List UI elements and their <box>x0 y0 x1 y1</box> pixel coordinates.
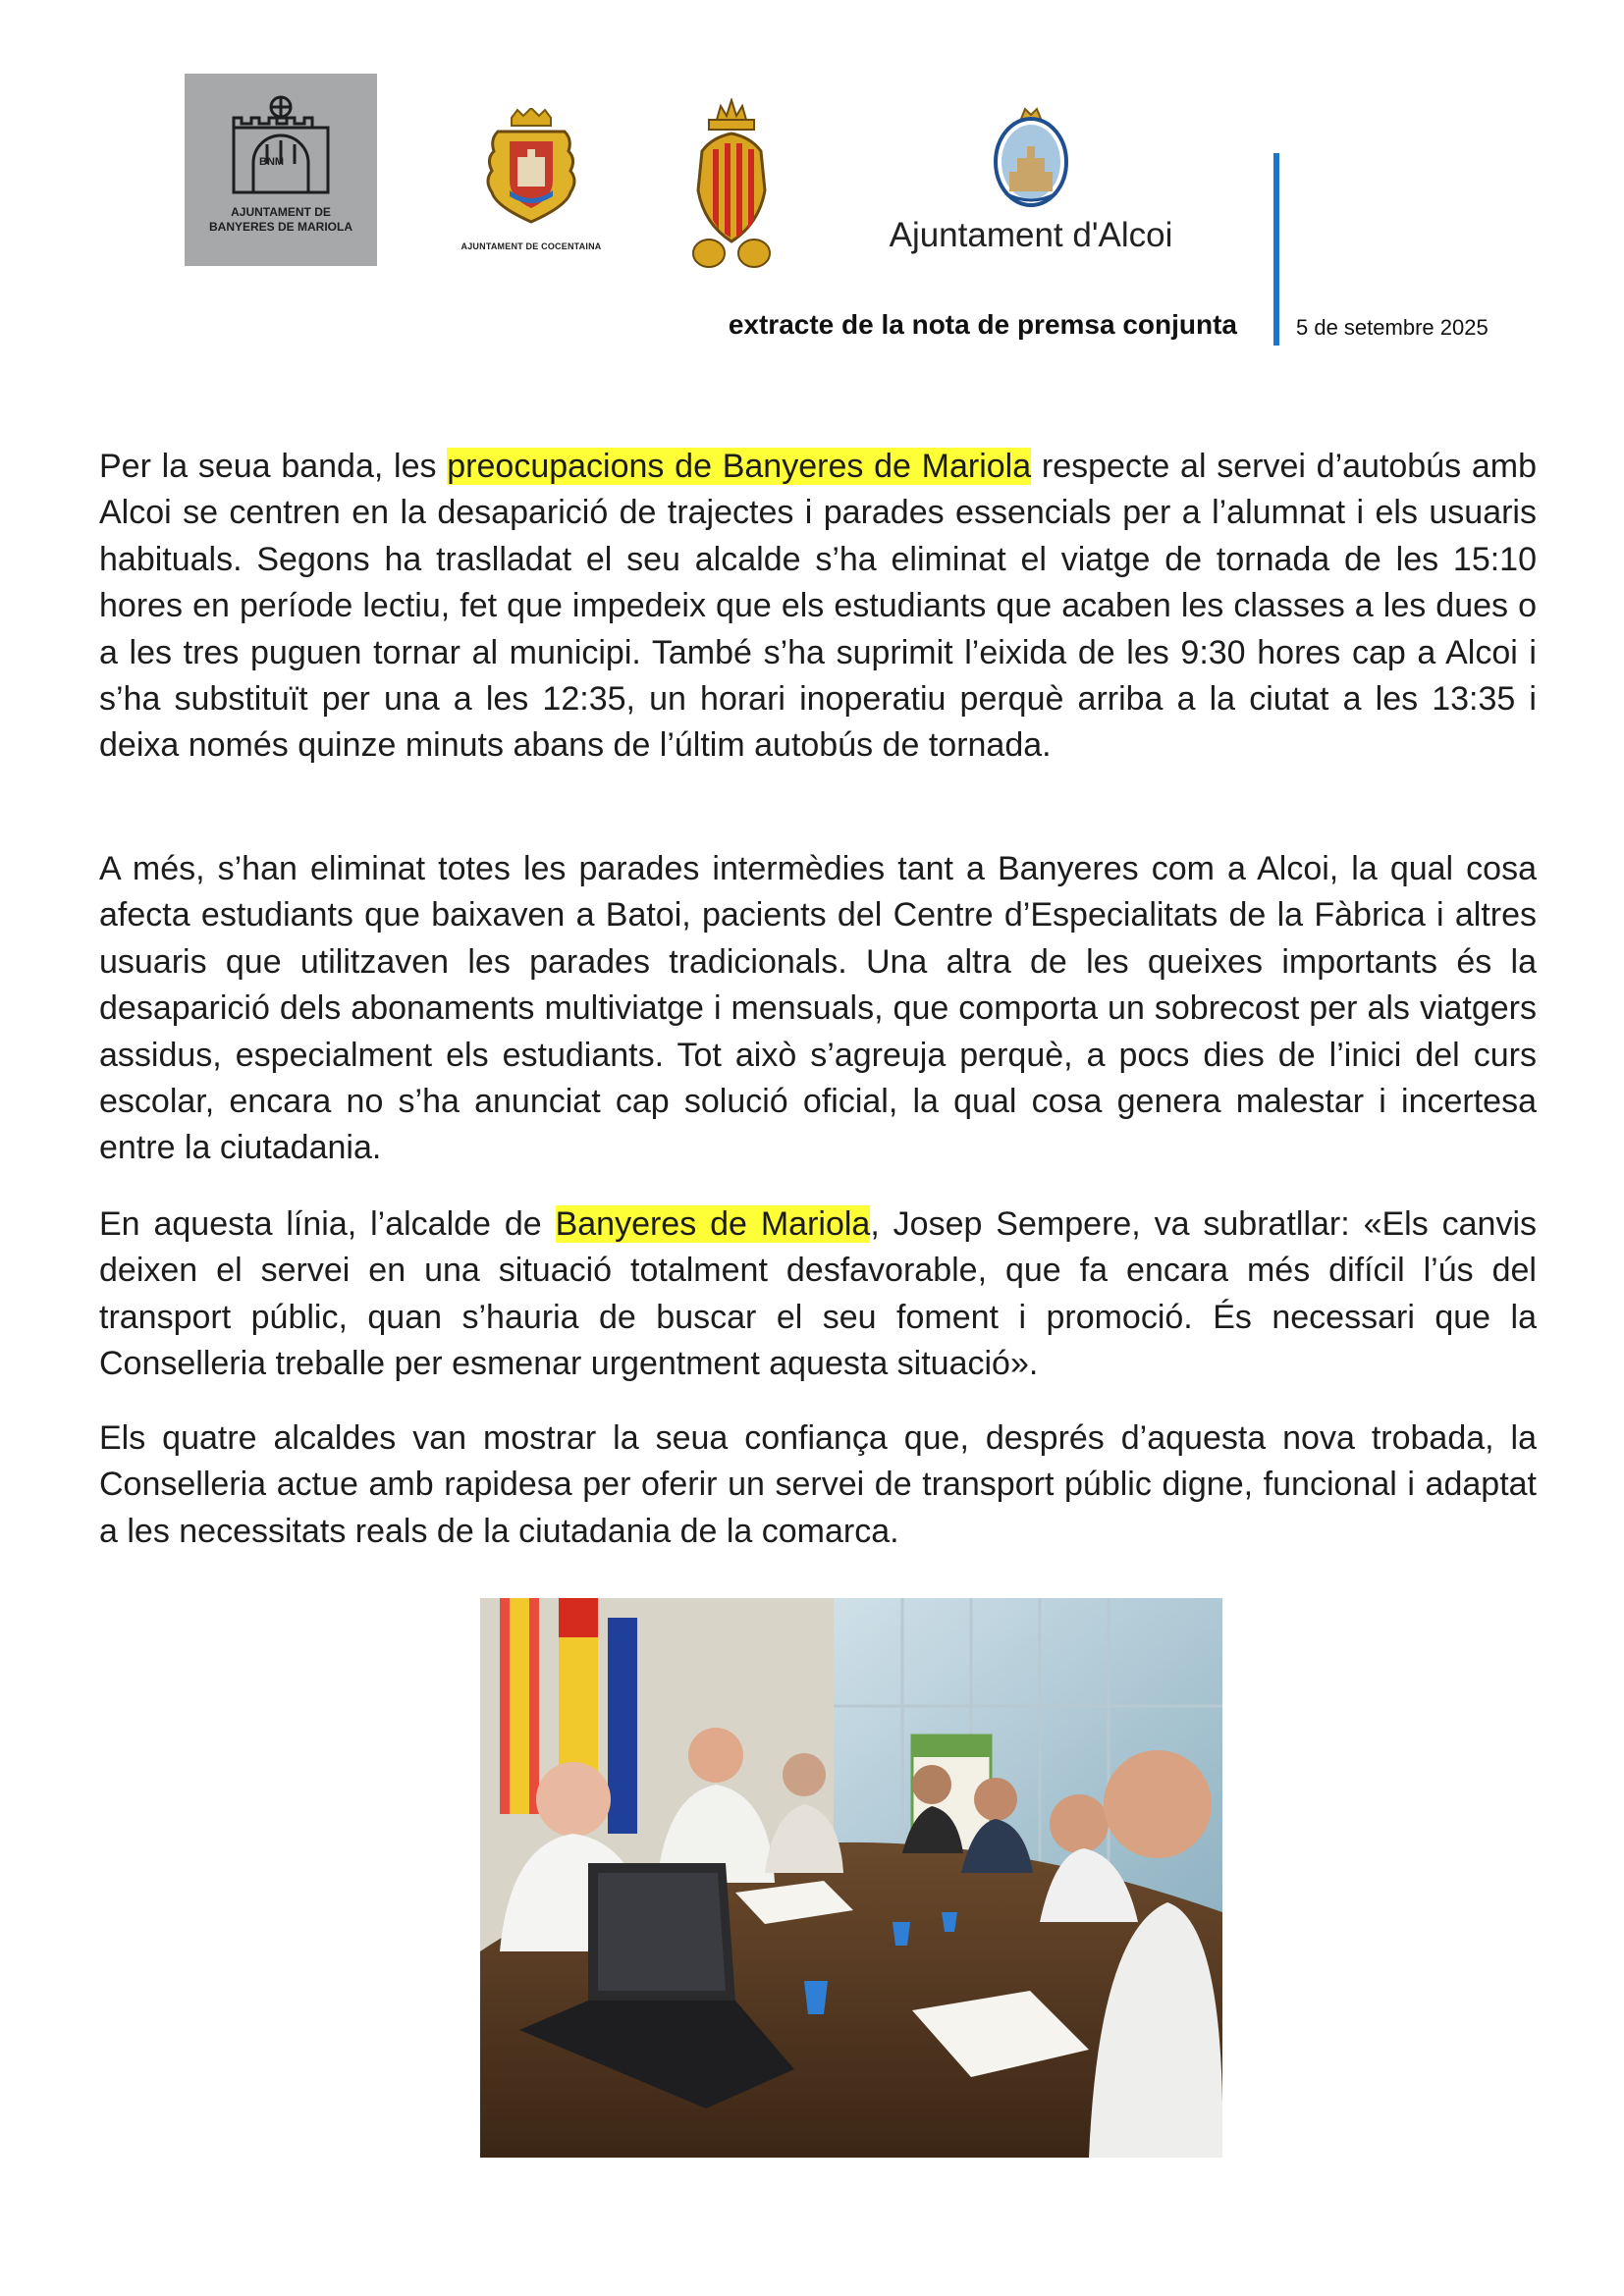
paragraph-4: Els quatre alcaldes van mostrar la seua confiança que, després d’aquesta nova trobada, la Conselleria actue amb rapidesa per oferir un servei de transport públic digne, funcional i adaptat a les necessitats reals de la ciutadania de la comarca. <box>99 1419 1537 1550</box>
valencia-shield-icon <box>687 98 776 273</box>
highlight-preocupacions: preocupacions de Banyeres de Mariola <box>447 448 1032 485</box>
alcoi-logo-caption: Ajuntament d'Alcoi <box>889 216 1173 254</box>
alcoi-emblem-icon <box>884 103 1178 213</box>
banyeres-logo-line2: BANYERES DE MARIOLA <box>208 220 352 234</box>
cocentaina-logo-caption: AJUNTAMENT DE COCENTAINA <box>460 241 602 251</box>
cocentaina-logo <box>448 108 615 255</box>
paragraph-3 <box>99 1201 1537 1388</box>
paragraph-3-start: En aquesta línia, l’alcalde de <box>99 1205 542 1243</box>
paragraph-2: A més, s’han eliminat totes les parades intermèdies tant a Banyeres com a Alcoi, la qual cosa afecta estudiants que baixaven a Batoi, pacients del Centre d’Especialitats de la Fàbrica i altres usuaris que utilitzaven les parades tradicionals. Una altra de les queixes importants és la desaparició dels abonaments multiviatge i mensuals, que comporta un sobrecost per als viatgers assidus, especialment els estudiants. Tot això s’agreuja perquè, a pocs dies de l’inici del curs escolar, encara no s’ha anunciat cap solució oficial, la qual cosa genera malestar i incertesa entre la ciutadania. <box>99 850 1537 1167</box>
cocentaina-shield-icon <box>448 108 615 236</box>
paragraph-1-rest: respecte al servei d’autobús amb Alcoi se centren en la desaparició de trajectes i parades essencials per a l’alumnat i els usuaris habituals. Segons ha traslladat el seu alcalde s’ha eliminat el viatge de tornada de les 15:10 hores en període lectiu, fet que impedeix que els estudiants que acaben les classes a les dues o a les tres puguen tornar al municipi. També s’ha suprimit l’eixida de les 9:30 hores cap a Alcoi i s’ha substituït per una a les 12:35, un horari inoperatiu perquè arriba a la ciutat a les 13:35 i deixa només quinze minuts abans de l’últim autobús de tornada. <box>99 448 1538 765</box>
paragraph-1 <box>99 444 1537 770</box>
svg-text:BNM: BNM <box>259 156 285 168</box>
document-date: 5 de setembre 2025 <box>1296 315 1489 340</box>
castle-emblem-icon <box>185 74 377 266</box>
banyeres-logo <box>185 74 377 266</box>
banyeres-logo-line1: AJUNTAMENT DE <box>231 205 331 219</box>
paragraph-1-start: Per la seua banda, les <box>99 448 437 485</box>
alcoi-logo <box>884 103 1178 260</box>
meeting-photo <box>480 1598 1222 2158</box>
highlight-banyeres: Banyeres de Mariola <box>555 1205 871 1243</box>
valencia-coat-of-arms <box>687 98 776 273</box>
document-subtitle: extracte de la nota de premsa conjunta <box>728 309 1237 340</box>
header-divider <box>1273 153 1279 346</box>
paragraph-3-rest: , Josep Sempere, va subratllar: «Els canvis deixen el servei en una situació totalment desfavorable, que fa encara més difícil l’ús del transport públic, quan s’hauria de buscar el seu foment i promoció. És necessari que la Conselleria treballe per esmenar urgentment aquesta situació». <box>99 1205 1537 1383</box>
meeting-photo-illustration <box>480 1598 1222 2158</box>
